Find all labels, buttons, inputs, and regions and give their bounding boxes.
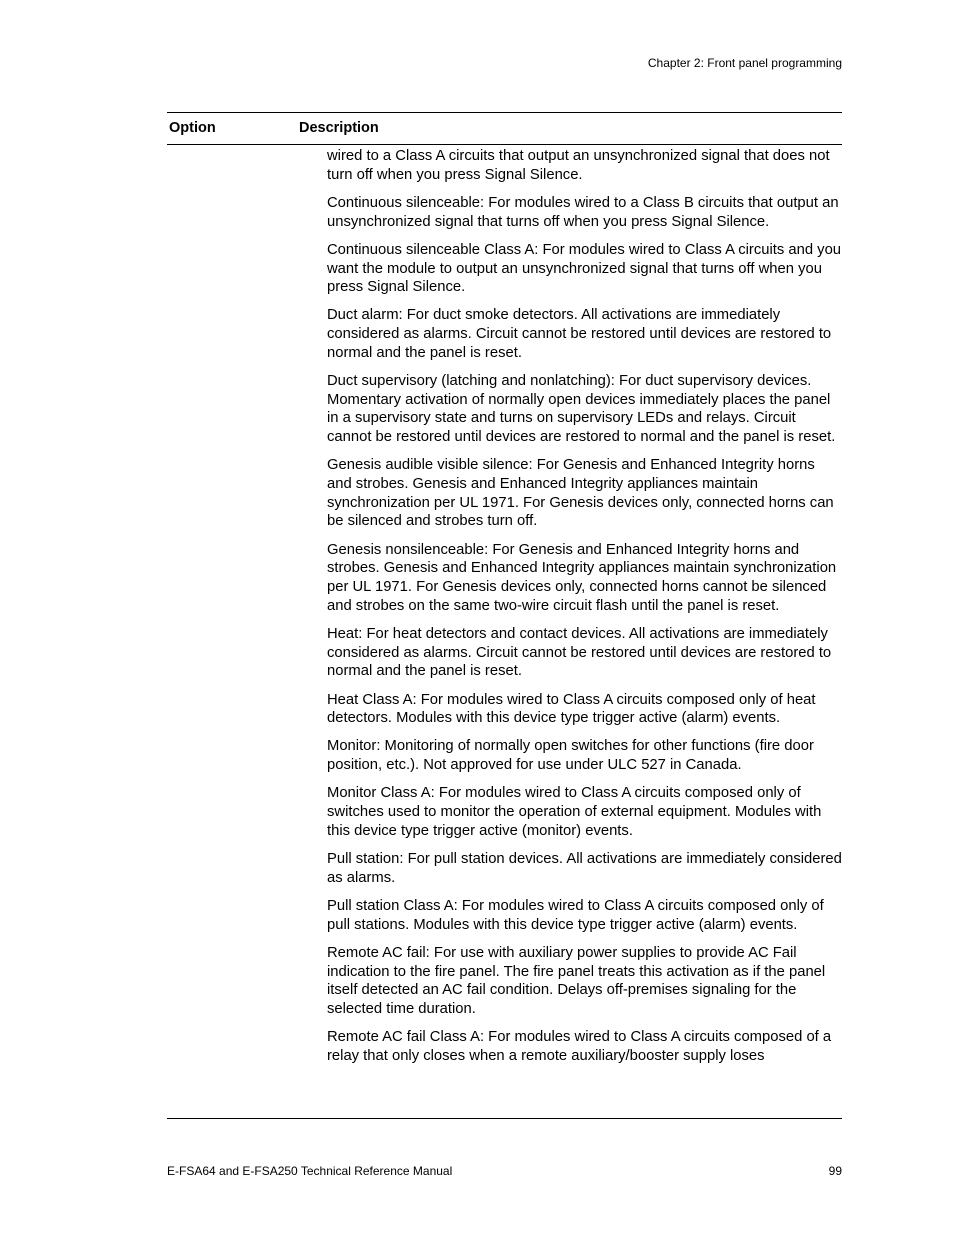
description-paragraph: Monitor Class A: For modules wired to Class A circuits composed only of switches used to monitor the operation of external equipment. Modules with this device type trigger active (monitor) events. bbox=[327, 785, 822, 839]
description-paragraph: Continuous silenceable: For modules wired to a Class B circuits that output an unsynchronized signal that turns off when you press Signal Silence. bbox=[327, 194, 839, 230]
page-header-chapter: Chapter 2: Front panel programming bbox=[647, 56, 842, 70]
footer-manual-title: E-FSA64 and E-FSA250 Technical Reference Manual bbox=[167, 1164, 453, 1178]
column-header-option: Option bbox=[169, 120, 216, 136]
device-type-table bbox=[167, 112, 842, 1119]
column-header-description: Description bbox=[299, 120, 379, 136]
description-paragraph: Duct supervisory (latching and nonlatching): For duct supervisory devices. Momentary activation of normally open devices immediately places the panel in a supervisory state and turns on supervisory LEDs and relays. Circuit cannot be restored until devices are restored to normal and the panel is reset. bbox=[327, 373, 836, 446]
description-cell bbox=[327, 147, 843, 1075]
description-paragraph: Remote AC fail: For use with auxiliary power supplies to provide AC Fail indication to the fire panel. The fire panel treats this activation as if the panel itself detected an AC fail condition. Delays off-premises signaling for the selected time duration. bbox=[327, 944, 826, 1017]
description-paragraph: Pull station Class A: For modules wired to Class A circuits composed only of pull stations. Modules with this device type trigger active (alarm) events. bbox=[327, 897, 824, 933]
description-paragraph: Genesis audible visible silence: For Genesis and Enhanced Integrity horns and strobes. Genesis and Enhanced Integrity appliances maintain synchronization per UL 1971. For Genesis devices only, connected horns can be silenced and strobes turn off. bbox=[327, 457, 834, 530]
footer-page-number: 99 bbox=[828, 1164, 842, 1178]
table-header-row bbox=[167, 113, 842, 145]
description-paragraph: Heat: For heat detectors and contact devices. All activations are immediately considered as alarms. Circuit cannot be restored until devices are restored to normal and the panel is reset. bbox=[327, 625, 832, 680]
description-paragraph: Monitor: Monitoring of normally open switches for other functions (fire door position, etc.). Not approved for use under ULC 527 in Canada. bbox=[327, 738, 814, 774]
description-paragraph: Continuous silenceable Class A: For modules wired to Class A circuits and you want the module to output an unsynchronized signal that turns off when you press Signal Silence. bbox=[327, 241, 842, 296]
description-paragraph: Remote AC fail Class A: For modules wired to Class A circuits composed of a relay that only closes when a remote auxiliary/booster supply loses bbox=[327, 1029, 832, 1064]
description-paragraph: Duct alarm: For duct smoke detectors. All activations are immediately considered as alarms. Circuit cannot be restored until devices are restored to normal and the panel is reset. bbox=[327, 307, 832, 361]
description-paragraph: wired to a Class A circuits that output an unsynchronized signal that does not turn off when you press Signal Silence. bbox=[327, 148, 830, 183]
description-paragraph: Genesis nonsilenceable: For Genesis and Enhanced Integrity horns and strobes. Genesis and Enhanced Integrity appliances maintain synchronization per UL 1971. For Genesis devices only, connected horns cannot be silenced and strobes on the same two-wire circuit flash until the panel is reset. bbox=[327, 541, 837, 614]
description-paragraph: Heat Class A: For modules wired to Class A circuits composed only of heat detectors. Modules with this device type trigger active (alarm) events. bbox=[327, 691, 816, 727]
description-paragraph: Pull station: For pull station devices. All activations are immediately considered as alarms. bbox=[327, 851, 842, 886]
